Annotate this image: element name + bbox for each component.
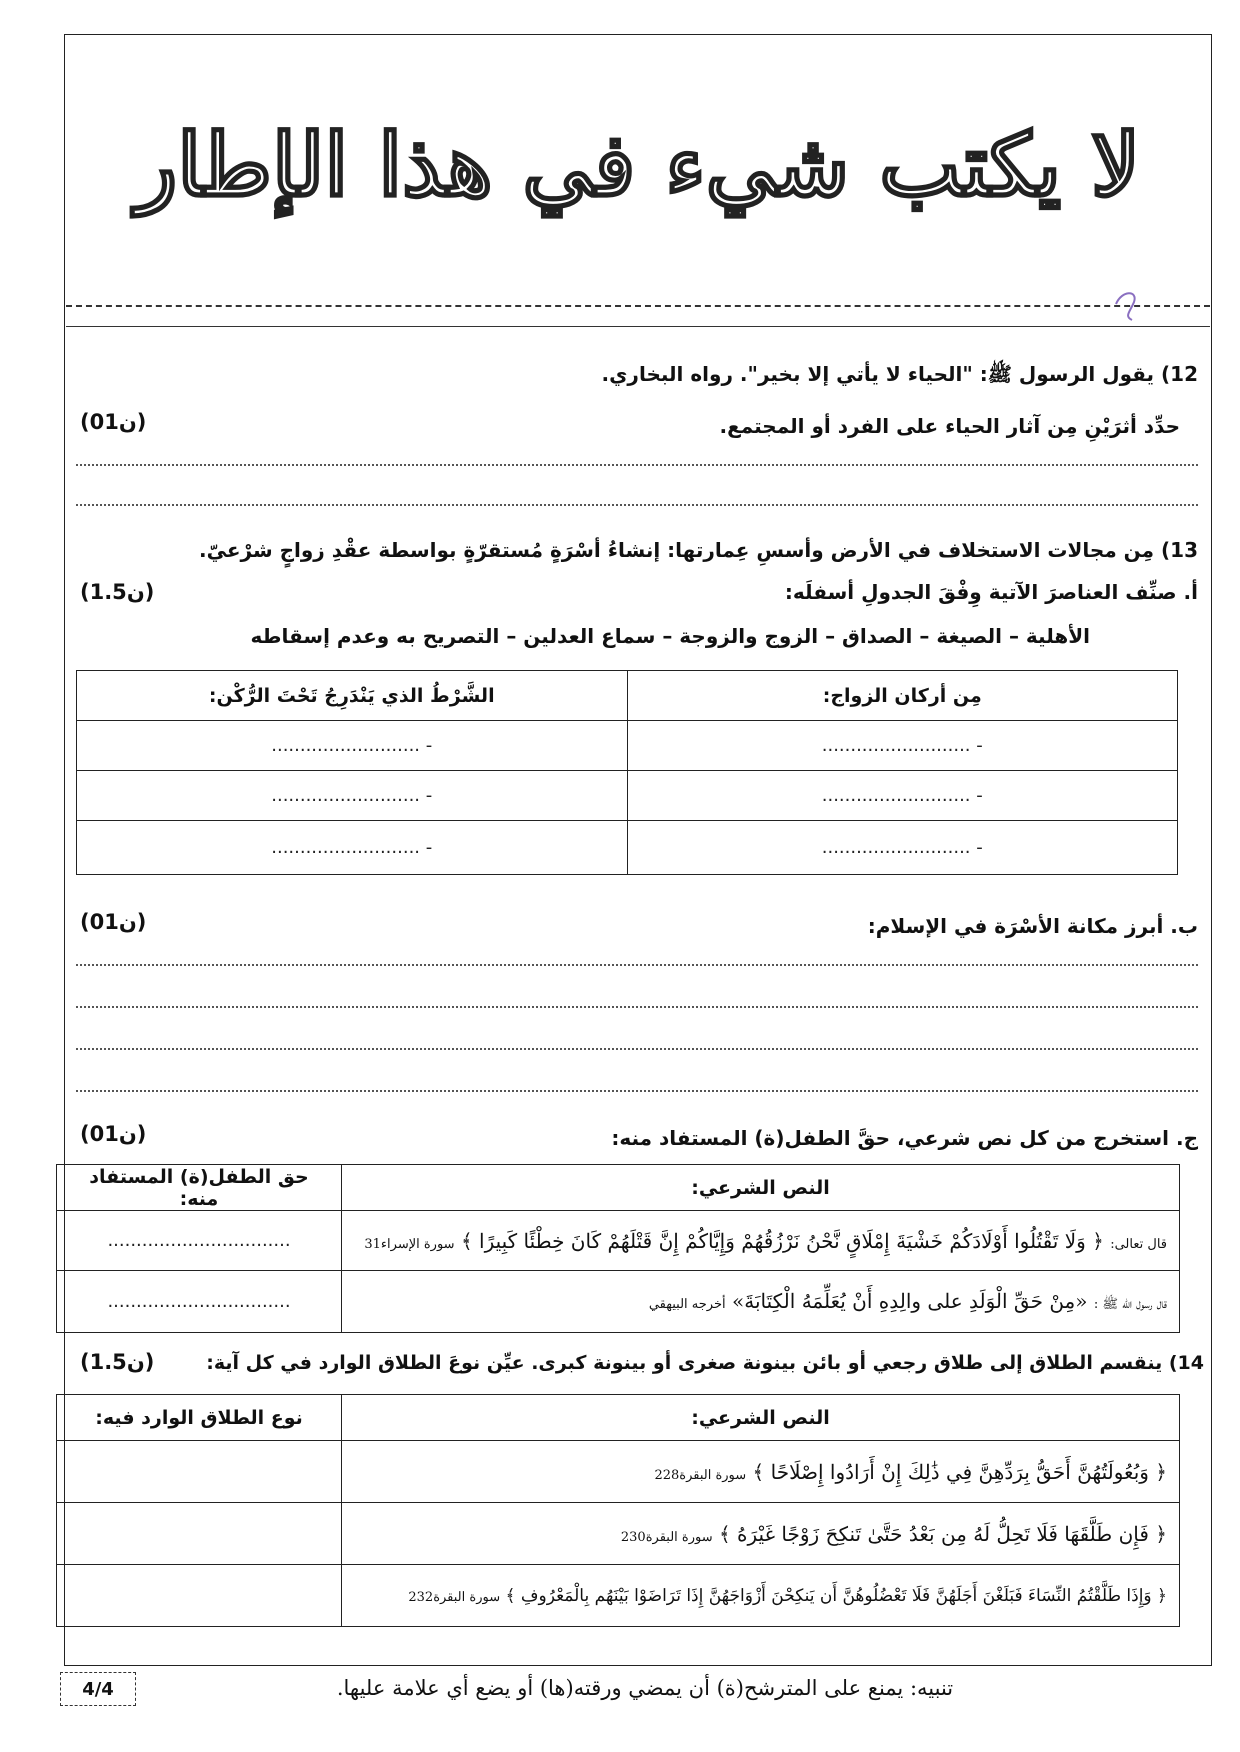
child-rights-table — [56, 1164, 1180, 1333]
q13c-instruction: ج. استخرج من كل نص شرعي، حقَّ الطفل(ة) المستفاد منه: — [611, 1126, 1198, 1150]
table-header-text: النص الشرعي: — [342, 1395, 1180, 1441]
pillar-answer-cell[interactable]: - .......................... — [627, 721, 1178, 771]
child-right-answer-cell[interactable]: ................................ — [57, 1271, 342, 1333]
answer-line[interactable] — [76, 462, 1198, 466]
divorce-types-table — [56, 1394, 1180, 1627]
do-not-write-banner — [64, 110, 1212, 220]
sharia-text-cell — [342, 1271, 1180, 1333]
marriage-pillars-table — [76, 670, 1178, 875]
banner-text: لا يكتب شيء في هذا الإطار — [135, 114, 1141, 216]
q13c-mark: (01ن) — [80, 1122, 147, 1146]
table-header-text: النص الشرعي: — [342, 1165, 1180, 1211]
page-number: 4/4 — [60, 1672, 136, 1706]
table-header-pillars: مِن أركان الزواج: — [627, 671, 1178, 721]
verse-text: ﴿ فَإِن طَلَّقَهَا فَلَا تَحِلُّ لَهُ مِن بَعْدُ حَتَّىٰ تَنكِحَ زَوْجًا غَيْرَهُ ﴾ — [718, 1521, 1167, 1546]
q14-title: 14) ينقسم الطلاق إلى طلاق رجعي أو بائن بينونة صغرى أو بينونة كبرى. عيِّن نوعَ الطلاق الوارد في كل آية: — [206, 1352, 1204, 1374]
q12-title: 12) يقول الرسول ﷺ: "الحياء لا يأتي إلا بخير". رواه البخاري. — [601, 362, 1198, 386]
q13-title: 13) مِن مجالات الاستخلاف في الأرض وأسسِ عِمارتها: إنشاءُ أسْرَةٍ مُستقرّةٍ بواسطة عقْدِ زواجٍ شرْعيّ. — [199, 538, 1198, 562]
correction-mark-icon — [1112, 286, 1146, 322]
q13a-elements: الأهلية – الصيغة – الصداق – الزوج والزوجة – سماع العدلين – التصريح به وعدم إسقاطه — [250, 624, 1090, 648]
pillar-answer-cell[interactable]: - .......................... — [627, 771, 1178, 821]
verse-text: ﴿ وَلَا تَقْتُلُوا أَوْلَادَكُمْ خَشْيَةَ إِمْلَاقٍ نَّحْنُ نَرْزُقُهُمْ وَإِيَّاكُمْ إِنَّ قَتْلَهُمْ كَانَ خِطْئًا كَبِيرًا ﴾ — [460, 1228, 1104, 1253]
footer-notice: تنبيه: يمنع على المترشح(ة) أن يمضي ورقته(ها) أو يضع أي علامة عليها. — [336, 1676, 954, 1700]
table-header-condition: الشَّرْطُ الذي يَنْدَرِجُ تَحْتَ الرُّكْن: — [77, 671, 628, 721]
verse-cell — [342, 1441, 1180, 1503]
table-header-right: حق الطفل(ة) المستفاد منه: — [57, 1165, 342, 1211]
q13a-instruction: أ. صنِّف العناصرَ الآتية وِفْقَ الجدولِ أسفلَه: — [784, 580, 1198, 604]
divorce-type-answer-cell[interactable] — [57, 1503, 342, 1565]
q13b-instruction: ب. أبرز مكانة الأسْرَة في الإسلام: — [867, 914, 1198, 938]
separator-line — [66, 326, 1210, 327]
q13a-mark: (1.5ن) — [80, 580, 155, 604]
hadith-reference: أخرجه البيهقي — [648, 1296, 726, 1312]
q13b-mark: (01ن) — [80, 910, 147, 934]
verse-reference: سورة البقرة232 — [408, 1590, 501, 1605]
pillar-answer-cell[interactable]: - .......................... — [627, 821, 1178, 875]
verse-text: ﴿ وَبُعُولَتُهُنَّ أَحَقُّ بِرَدِّهِنَّ فِي ذَٰلِكَ إِنْ أَرَادُوا إِصْلَاحًا ﴾ — [752, 1459, 1167, 1484]
child-right-answer-cell[interactable]: ................................ — [57, 1211, 342, 1271]
verse-reference: سورة الإسراء31 — [364, 1236, 455, 1252]
verse-reference: سورة البقرة230 — [620, 1529, 713, 1545]
text-prefix: قال تعالى: — [1110, 1236, 1167, 1252]
q12-mark: (01ن) — [80, 410, 147, 434]
answer-line[interactable] — [76, 962, 1198, 966]
divorce-type-answer-cell[interactable] — [57, 1441, 342, 1503]
verse-cell — [342, 1565, 1180, 1627]
answer-line[interactable] — [76, 1046, 1198, 1050]
sharia-text-cell — [342, 1211, 1180, 1271]
cut-line — [66, 305, 1210, 307]
hadith-text: «مِنْ حَقِّ الْوَلَدِ على والِدِهِ أَنْ يُعَلِّمَهُ الْكِتَابَةَ» — [731, 1288, 1088, 1313]
verse-cell — [342, 1503, 1180, 1565]
answer-line[interactable] — [76, 502, 1198, 506]
answer-line[interactable] — [76, 1004, 1198, 1008]
text-prefix: قال رسول الله ﷺ : — [1093, 1296, 1167, 1312]
q14-mark: (1.5ن) — [80, 1350, 155, 1374]
answer-line[interactable] — [76, 1088, 1198, 1092]
condition-answer-cell[interactable]: - .......................... — [77, 721, 628, 771]
condition-answer-cell[interactable]: - .......................... — [77, 771, 628, 821]
table-header-type: نوع الطلاق الوارد فيه: — [57, 1395, 342, 1441]
condition-answer-cell[interactable]: - .......................... — [77, 821, 628, 875]
verse-text: ﴿ وَإِذَا طَلَّقْتُمُ النِّسَاءَ فَبَلَغْنَ أَجَلَهُنَّ فَلَا تَعْضُلُوهُنَّ أَن يَنكِحْنَ أَزْوَاجَهُنَّ إِذَا تَرَاضَوْا بَيْنَهُم بِالْمَعْرُوفِ ﴾ — [505, 1586, 1167, 1606]
divorce-type-answer-cell[interactable] — [57, 1565, 342, 1627]
verse-reference: سورة البقرة228 — [654, 1467, 747, 1483]
q12-instruction: حدِّد أثرَيْنِ مِن آثار الحياء على الفرد أو المجتمع. — [719, 414, 1180, 438]
